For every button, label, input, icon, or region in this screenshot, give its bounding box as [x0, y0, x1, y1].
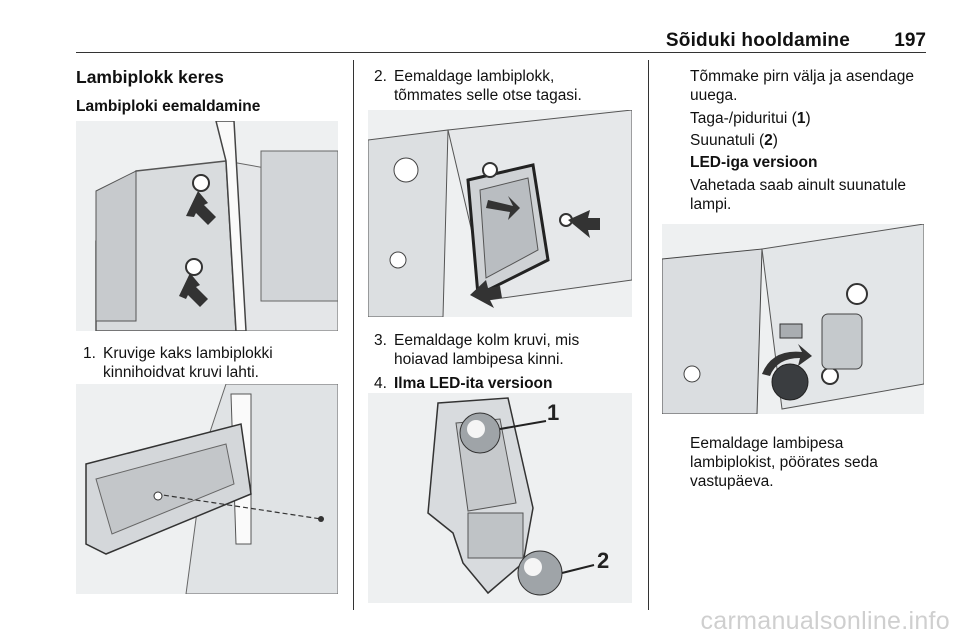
column-divider-1 — [353, 60, 354, 610]
paragraph-led-note-line1: Vahetada saab ainult suunatule — [690, 177, 907, 194]
callout-1: 1 — [547, 400, 560, 425]
page-header — [76, 26, 926, 52]
step-1-line2: kinnihoidvat kruvi lahti. — [103, 364, 259, 381]
step-4-text: Ilma LED-ita versioon — [394, 375, 553, 392]
figure-remove-lamp-illustration — [76, 384, 338, 594]
led-version-heading: LED-iga versioon — [690, 154, 818, 171]
item-2-close: ) — [772, 132, 778, 149]
item-tail-brake-light — [690, 109, 930, 128]
header-rule — [76, 52, 926, 53]
figure-lamp-block-illustration — [368, 110, 632, 317]
figure-screws-illustration — [76, 121, 338, 331]
step-3-line2: hoiavad lambipesa kinni. — [394, 351, 564, 368]
paragraph-remove-socket-line1: Eemaldage lambipesa — [690, 435, 844, 452]
paragraph-remove-socket — [690, 434, 930, 491]
step-2-number: 2. — [374, 68, 387, 85]
paragraph-led-note-line2: lampi. — [690, 196, 732, 213]
paragraph-replace-bulb-line1: Tõmmake pirn välja ja asendage — [690, 68, 915, 85]
item-2-number: 2 — [764, 132, 773, 149]
sub-heading: Lambiploki eemaldamine — [76, 98, 261, 115]
paragraph-remove-socket-line2: lambiplokist, pöörates seda — [690, 454, 878, 471]
figure-bulb-socket-illustration — [368, 393, 632, 603]
step-3-line1: Eemaldage kolm kruvi, mis — [394, 332, 580, 349]
page-number: 197 — [894, 30, 926, 51]
header-title: Sõiduki hooldamine — [665, 30, 850, 51]
watermark: carmanualsonline.info — [700, 607, 950, 635]
item-turn-signal — [690, 131, 930, 150]
step-3 — [374, 331, 644, 371]
callout-2: 2 — [597, 548, 610, 573]
step-2 — [374, 67, 644, 107]
section-heading: Lambiplokk keres — [76, 67, 224, 87]
paragraph-replace-bulb — [690, 67, 930, 105]
step-3-number: 3. — [374, 332, 387, 349]
column-divider-2 — [648, 60, 649, 610]
step-2-line2: tõmmates selle otse tagasi. — [394, 87, 582, 104]
figure-rotate-socket-illustration — [662, 224, 924, 414]
item-1-close: ) — [805, 110, 811, 127]
step-4 — [374, 374, 644, 394]
step-1-line1: Kruvige kaks lambiplokki — [103, 345, 273, 362]
paragraph-replace-bulb-line2: uuega. — [690, 87, 738, 104]
step-4-number: 4. — [374, 375, 387, 392]
item-1-number: 1 — [796, 110, 806, 127]
step-2-line1: Eemaldage lambiplokk, — [394, 68, 555, 85]
paragraph-remove-socket-line3: vastupäeva. — [690, 473, 774, 490]
item-2-text: Suunatuli ( — [690, 132, 765, 149]
paragraph-led-note — [690, 176, 930, 214]
step-1-number: 1. — [83, 345, 96, 362]
step-1 — [83, 344, 343, 384]
item-1-text: Taga-/piduritui ( — [690, 110, 797, 127]
